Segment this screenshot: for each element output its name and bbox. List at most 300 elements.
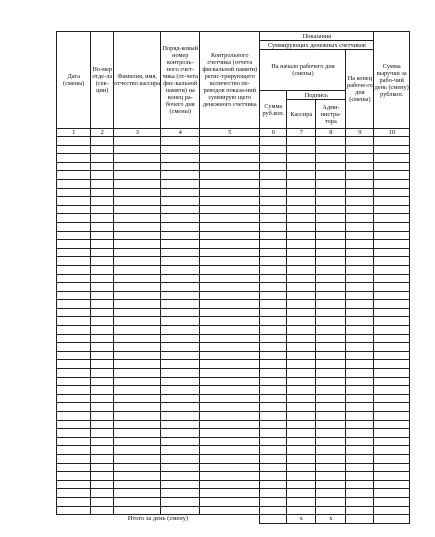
table-cell[interactable]: [114, 300, 161, 309]
table-cell[interactable]: [316, 257, 346, 266]
table-cell[interactable]: [316, 274, 346, 283]
table-cell[interactable]: [57, 386, 91, 395]
table-cell[interactable]: [260, 454, 287, 463]
table-cell[interactable]: [91, 162, 114, 171]
table-cell[interactable]: [91, 506, 114, 515]
table-cell[interactable]: [316, 240, 346, 249]
table-cell[interactable]: [374, 437, 410, 446]
table-cell[interactable]: [161, 472, 200, 481]
table-cell[interactable]: [316, 377, 346, 386]
table-cell[interactable]: [57, 437, 91, 446]
table-cell[interactable]: [114, 343, 161, 352]
table-cell[interactable]: [260, 506, 287, 515]
table-cell[interactable]: [346, 222, 374, 231]
table-cell[interactable]: [114, 326, 161, 335]
table-cell[interactable]: [114, 283, 161, 292]
table-cell[interactable]: [287, 377, 316, 386]
table-cell[interactable]: [374, 308, 410, 317]
table-cell[interactable]: [200, 188, 260, 197]
table-cell[interactable]: [161, 162, 200, 171]
table-cell[interactable]: [57, 188, 91, 197]
table-cell[interactable]: [114, 197, 161, 206]
table-cell[interactable]: [346, 369, 374, 378]
table-cell[interactable]: [200, 506, 260, 515]
table-cell[interactable]: [57, 240, 91, 249]
table-cell[interactable]: [346, 274, 374, 283]
table-cell[interactable]: [287, 403, 316, 412]
table-cell[interactable]: [91, 377, 114, 386]
table-cell[interactable]: [114, 334, 161, 343]
table-cell[interactable]: [260, 248, 287, 257]
table-cell[interactable]: [161, 403, 200, 412]
table-cell[interactable]: [114, 188, 161, 197]
table-cell[interactable]: [200, 386, 260, 395]
table-cell[interactable]: [287, 257, 316, 266]
table-cell[interactable]: [114, 472, 161, 481]
table-cell[interactable]: [57, 308, 91, 317]
table-cell[interactable]: [287, 334, 316, 343]
table-cell[interactable]: [114, 377, 161, 386]
table-cell[interactable]: [316, 472, 346, 481]
table-cell[interactable]: [161, 429, 200, 438]
table-cell[interactable]: [161, 188, 200, 197]
table-cell[interactable]: [287, 188, 316, 197]
table-cell[interactable]: [260, 137, 287, 146]
table-cell[interactable]: [346, 446, 374, 455]
table-cell[interactable]: [260, 154, 287, 163]
table-cell[interactable]: [57, 489, 91, 498]
table-cell[interactable]: [200, 171, 260, 180]
table-cell[interactable]: [287, 162, 316, 171]
table-cell[interactable]: [346, 412, 374, 421]
table-cell[interactable]: [374, 326, 410, 335]
total-revenue[interactable]: [374, 515, 410, 524]
table-cell[interactable]: [287, 429, 316, 438]
table-cell[interactable]: [316, 154, 346, 163]
table-cell[interactable]: [287, 360, 316, 369]
table-cell[interactable]: [374, 240, 410, 249]
table-cell[interactable]: [260, 369, 287, 378]
table-cell[interactable]: [260, 205, 287, 214]
table-cell[interactable]: [374, 343, 410, 352]
table-cell[interactable]: [316, 429, 346, 438]
table-cell[interactable]: [91, 300, 114, 309]
table-cell[interactable]: [287, 394, 316, 403]
table-cell[interactable]: [374, 394, 410, 403]
table-cell[interactable]: [316, 265, 346, 274]
table-cell[interactable]: [260, 145, 287, 154]
table-cell[interactable]: [57, 231, 91, 240]
table-cell[interactable]: [346, 214, 374, 223]
table-cell[interactable]: [57, 265, 91, 274]
table-cell[interactable]: [316, 317, 346, 326]
table-cell[interactable]: [161, 326, 200, 335]
table-cell[interactable]: [57, 420, 91, 429]
table-cell[interactable]: [346, 343, 374, 352]
total-sum-start[interactable]: [260, 515, 287, 524]
table-cell[interactable]: [57, 162, 91, 171]
table-cell[interactable]: [374, 137, 410, 146]
table-cell[interactable]: [57, 257, 91, 266]
table-cell[interactable]: [161, 214, 200, 223]
table-cell[interactable]: [287, 463, 316, 472]
table-cell[interactable]: [200, 154, 260, 163]
table-cell[interactable]: [346, 291, 374, 300]
table-cell[interactable]: [161, 463, 200, 472]
table-cell[interactable]: [200, 231, 260, 240]
table-cell[interactable]: [346, 231, 374, 240]
table-cell[interactable]: [374, 205, 410, 214]
table-cell[interactable]: [200, 351, 260, 360]
table-cell[interactable]: [374, 351, 410, 360]
table-cell[interactable]: [57, 179, 91, 188]
table-cell[interactable]: [316, 506, 346, 515]
table-cell[interactable]: [57, 472, 91, 481]
table-cell[interactable]: [91, 171, 114, 180]
table-cell[interactable]: [287, 412, 316, 421]
table-cell[interactable]: [200, 308, 260, 317]
table-cell[interactable]: [91, 429, 114, 438]
table-cell[interactable]: [260, 463, 287, 472]
table-cell[interactable]: [316, 412, 346, 421]
table-cell[interactable]: [316, 171, 346, 180]
table-cell[interactable]: [287, 326, 316, 335]
table-cell[interactable]: [91, 248, 114, 257]
table-cell[interactable]: [260, 300, 287, 309]
table-cell[interactable]: [260, 283, 287, 292]
table-cell[interactable]: [287, 351, 316, 360]
table-cell[interactable]: [91, 179, 114, 188]
table-cell[interactable]: [287, 197, 316, 206]
table-cell[interactable]: [374, 317, 410, 326]
table-cell[interactable]: [114, 429, 161, 438]
table-cell[interactable]: [287, 231, 316, 240]
table-cell[interactable]: [316, 446, 346, 455]
table-cell[interactable]: [316, 137, 346, 146]
table-cell[interactable]: [114, 497, 161, 506]
table-cell[interactable]: [91, 154, 114, 163]
table-cell[interactable]: [114, 506, 161, 515]
table-cell[interactable]: [346, 154, 374, 163]
table-cell[interactable]: [200, 497, 260, 506]
table-cell[interactable]: [260, 360, 287, 369]
table-cell[interactable]: [114, 317, 161, 326]
table-cell[interactable]: [114, 291, 161, 300]
table-cell[interactable]: [91, 137, 114, 146]
table-cell[interactable]: [161, 351, 200, 360]
table-cell[interactable]: [346, 351, 374, 360]
table-cell[interactable]: [200, 197, 260, 206]
table-cell[interactable]: [114, 403, 161, 412]
table-cell[interactable]: [91, 308, 114, 317]
table-cell[interactable]: [57, 214, 91, 223]
table-cell[interactable]: [200, 480, 260, 489]
table-cell[interactable]: [91, 334, 114, 343]
table-cell[interactable]: [161, 179, 200, 188]
table-cell[interactable]: [91, 446, 114, 455]
table-cell[interactable]: [57, 283, 91, 292]
table-cell[interactable]: [91, 412, 114, 421]
table-cell[interactable]: [200, 394, 260, 403]
table-cell[interactable]: [287, 489, 316, 498]
table-cell[interactable]: [374, 291, 410, 300]
table-cell[interactable]: [200, 420, 260, 429]
table-cell[interactable]: [316, 188, 346, 197]
table-cell[interactable]: [114, 162, 161, 171]
table-cell[interactable]: [161, 154, 200, 163]
table-cell[interactable]: [200, 222, 260, 231]
table-cell[interactable]: [316, 463, 346, 472]
table-cell[interactable]: [374, 360, 410, 369]
table-cell[interactable]: [91, 437, 114, 446]
table-cell[interactable]: [114, 274, 161, 283]
table-cell[interactable]: [316, 369, 346, 378]
table-cell[interactable]: [57, 300, 91, 309]
table-cell[interactable]: [316, 145, 346, 154]
table-cell[interactable]: [200, 369, 260, 378]
table-cell[interactable]: [200, 454, 260, 463]
table-cell[interactable]: [57, 248, 91, 257]
table-cell[interactable]: [91, 472, 114, 481]
table-cell[interactable]: [316, 480, 346, 489]
table-cell[interactable]: [200, 283, 260, 292]
table-cell[interactable]: [91, 369, 114, 378]
table-cell[interactable]: [200, 360, 260, 369]
table-cell[interactable]: [316, 326, 346, 335]
table-cell[interactable]: [346, 188, 374, 197]
table-cell[interactable]: [316, 179, 346, 188]
table-cell[interactable]: [346, 463, 374, 472]
table-cell[interactable]: [287, 171, 316, 180]
table-cell[interactable]: [260, 480, 287, 489]
table-cell[interactable]: [260, 274, 287, 283]
table-cell[interactable]: [346, 205, 374, 214]
table-cell[interactable]: [260, 386, 287, 395]
table-cell[interactable]: [260, 489, 287, 498]
table-cell[interactable]: [374, 231, 410, 240]
table-cell[interactable]: [374, 369, 410, 378]
table-cell[interactable]: [287, 446, 316, 455]
table-cell[interactable]: [91, 343, 114, 352]
table-cell[interactable]: [374, 300, 410, 309]
table-cell[interactable]: [114, 489, 161, 498]
table-cell[interactable]: [57, 171, 91, 180]
table-cell[interactable]: [316, 403, 346, 412]
table-cell[interactable]: [287, 179, 316, 188]
table-cell[interactable]: [374, 429, 410, 438]
table-cell[interactable]: [91, 403, 114, 412]
table-cell[interactable]: [161, 300, 200, 309]
table-cell[interactable]: [260, 179, 287, 188]
table-cell[interactable]: [161, 171, 200, 180]
table-cell[interactable]: [374, 506, 410, 515]
table-cell[interactable]: [200, 412, 260, 421]
table-cell[interactable]: [200, 145, 260, 154]
table-cell[interactable]: [57, 145, 91, 154]
table-cell[interactable]: [200, 248, 260, 257]
table-cell[interactable]: [200, 300, 260, 309]
table-cell[interactable]: [114, 386, 161, 395]
table-cell[interactable]: [200, 205, 260, 214]
table-cell[interactable]: [114, 360, 161, 369]
table-cell[interactable]: [57, 454, 91, 463]
table-cell[interactable]: [57, 274, 91, 283]
table-cell[interactable]: [346, 420, 374, 429]
table-cell[interactable]: [91, 489, 114, 498]
table-cell[interactable]: [374, 257, 410, 266]
table-cell[interactable]: [374, 489, 410, 498]
table-cell[interactable]: [91, 463, 114, 472]
table-cell[interactable]: [374, 403, 410, 412]
table-cell[interactable]: [374, 283, 410, 292]
table-cell[interactable]: [287, 137, 316, 146]
table-cell[interactable]: [346, 480, 374, 489]
table-cell[interactable]: [374, 274, 410, 283]
table-cell[interactable]: [200, 291, 260, 300]
table-cell[interactable]: [200, 463, 260, 472]
table-cell[interactable]: [161, 343, 200, 352]
table-cell[interactable]: [114, 257, 161, 266]
table-cell[interactable]: [57, 369, 91, 378]
table-cell[interactable]: [260, 472, 287, 481]
table-cell[interactable]: [316, 222, 346, 231]
table-cell[interactable]: [374, 454, 410, 463]
table-cell[interactable]: [91, 274, 114, 283]
table-cell[interactable]: [374, 480, 410, 489]
table-cell[interactable]: [287, 472, 316, 481]
table-cell[interactable]: [114, 412, 161, 421]
table-cell[interactable]: [287, 265, 316, 274]
table-cell[interactable]: [374, 214, 410, 223]
table-cell[interactable]: [260, 222, 287, 231]
table-cell[interactable]: [161, 360, 200, 369]
table-cell[interactable]: [374, 248, 410, 257]
table-cell[interactable]: [287, 454, 316, 463]
table-cell[interactable]: [161, 265, 200, 274]
table-cell[interactable]: [287, 240, 316, 249]
total-sum-end[interactable]: [346, 515, 374, 524]
table-cell[interactable]: [161, 274, 200, 283]
table-cell[interactable]: [200, 334, 260, 343]
table-cell[interactable]: [316, 343, 346, 352]
table-cell[interactable]: [200, 429, 260, 438]
table-cell[interactable]: [91, 497, 114, 506]
table-cell[interactable]: [114, 205, 161, 214]
table-cell[interactable]: [374, 412, 410, 421]
table-cell[interactable]: [200, 343, 260, 352]
table-cell[interactable]: [57, 463, 91, 472]
table-cell[interactable]: [57, 326, 91, 335]
table-cell[interactable]: [260, 420, 287, 429]
table-cell[interactable]: [91, 265, 114, 274]
table-cell[interactable]: [161, 257, 200, 266]
table-cell[interactable]: [374, 377, 410, 386]
table-cell[interactable]: [316, 334, 346, 343]
table-cell[interactable]: [57, 506, 91, 515]
table-cell[interactable]: [200, 257, 260, 266]
table-cell[interactable]: [346, 454, 374, 463]
table-cell[interactable]: [346, 394, 374, 403]
table-cell[interactable]: [346, 334, 374, 343]
table-cell[interactable]: [287, 205, 316, 214]
table-cell[interactable]: [316, 231, 346, 240]
table-cell[interactable]: [114, 265, 161, 274]
table-cell[interactable]: [161, 412, 200, 421]
table-cell[interactable]: [57, 351, 91, 360]
table-cell[interactable]: [57, 403, 91, 412]
table-cell[interactable]: [114, 394, 161, 403]
table-cell[interactable]: [287, 420, 316, 429]
table-cell[interactable]: [316, 162, 346, 171]
table-cell[interactable]: [57, 222, 91, 231]
table-cell[interactable]: [161, 369, 200, 378]
table-cell[interactable]: [161, 231, 200, 240]
table-cell[interactable]: [200, 214, 260, 223]
table-cell[interactable]: [316, 291, 346, 300]
table-cell[interactable]: [260, 446, 287, 455]
table-cell[interactable]: [161, 386, 200, 395]
table-cell[interactable]: [316, 386, 346, 395]
table-cell[interactable]: [114, 454, 161, 463]
table-cell[interactable]: [57, 480, 91, 489]
table-cell[interactable]: [200, 274, 260, 283]
table-cell[interactable]: [161, 291, 200, 300]
table-cell[interactable]: [287, 369, 316, 378]
table-cell[interactable]: [346, 283, 374, 292]
table-cell[interactable]: [260, 197, 287, 206]
table-cell[interactable]: [287, 480, 316, 489]
table-cell[interactable]: [260, 351, 287, 360]
table-cell[interactable]: [287, 506, 316, 515]
table-cell[interactable]: [91, 420, 114, 429]
table-cell[interactable]: [91, 145, 114, 154]
table-cell[interactable]: [287, 343, 316, 352]
table-cell[interactable]: [316, 351, 346, 360]
table-cell[interactable]: [91, 291, 114, 300]
table-cell[interactable]: [114, 179, 161, 188]
table-cell[interactable]: [260, 171, 287, 180]
table-cell[interactable]: [346, 386, 374, 395]
table-cell[interactable]: [200, 162, 260, 171]
table-cell[interactable]: [346, 162, 374, 171]
table-cell[interactable]: [161, 248, 200, 257]
table-cell[interactable]: [260, 429, 287, 438]
table-cell[interactable]: [114, 446, 161, 455]
table-cell[interactable]: [161, 240, 200, 249]
table-cell[interactable]: [260, 240, 287, 249]
table-cell[interactable]: [260, 162, 287, 171]
table-cell[interactable]: [346, 257, 374, 266]
table-cell[interactable]: [287, 291, 316, 300]
table-cell[interactable]: [114, 480, 161, 489]
table-cell[interactable]: [374, 265, 410, 274]
table-cell[interactable]: [200, 179, 260, 188]
table-cell[interactable]: [316, 205, 346, 214]
table-cell[interactable]: [346, 377, 374, 386]
table-cell[interactable]: [346, 171, 374, 180]
table-cell[interactable]: [161, 437, 200, 446]
table-cell[interactable]: [57, 137, 91, 146]
table-cell[interactable]: [91, 188, 114, 197]
table-cell[interactable]: [161, 222, 200, 231]
table-cell[interactable]: [346, 429, 374, 438]
table-cell[interactable]: [161, 283, 200, 292]
table-cell[interactable]: [114, 463, 161, 472]
table-cell[interactable]: [161, 197, 200, 206]
table-cell[interactable]: [57, 197, 91, 206]
table-cell[interactable]: [316, 360, 346, 369]
table-cell[interactable]: [346, 248, 374, 257]
